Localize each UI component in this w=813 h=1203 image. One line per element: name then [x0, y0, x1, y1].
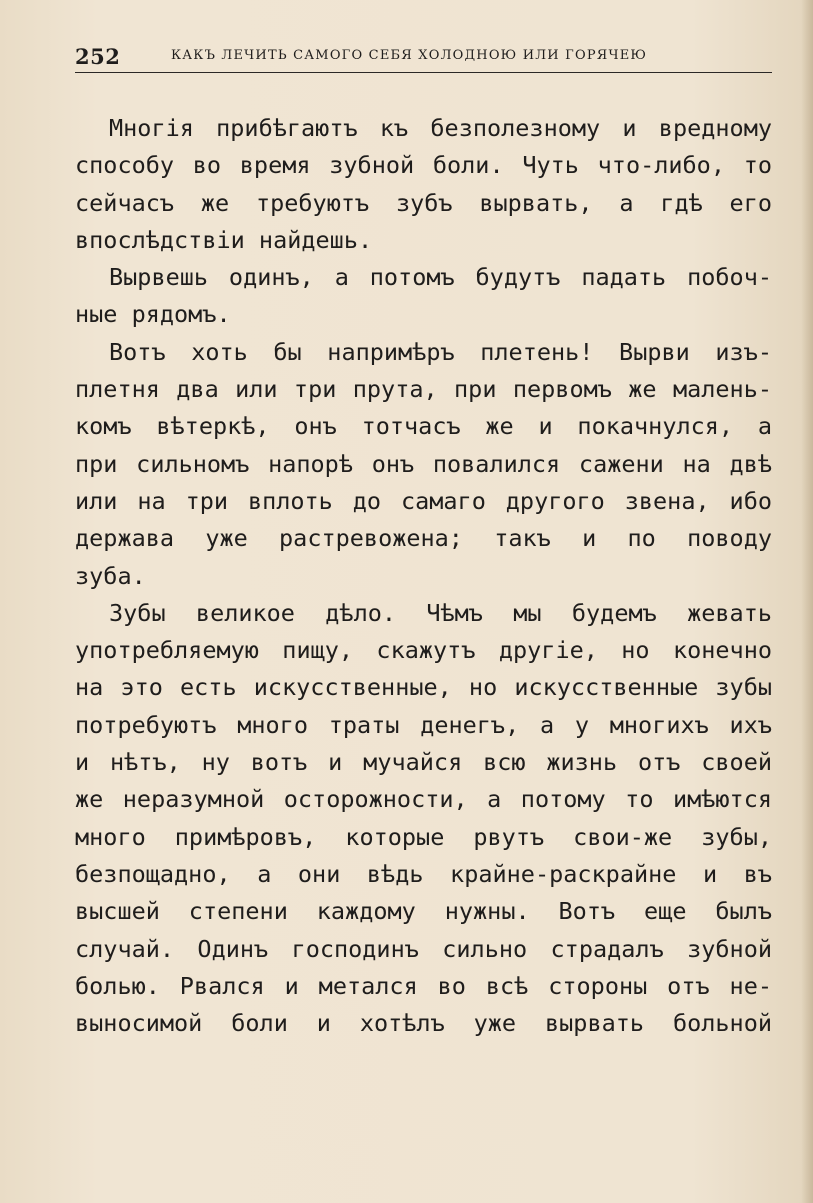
text-line: Многія прибѣгаютъ къ безполезному и вредному: [109, 114, 772, 142]
text-line: болью. Рвался и метался во всѣ стороны отъ не-: [75, 971, 772, 1000]
text-line: на это есть искусственные, но искусственные зубы: [75, 673, 772, 702]
page-number: 252: [75, 44, 121, 69]
text-line: случай. Одинъ господинъ сильно страдалъ зубной: [75, 934, 772, 963]
text-line: потребуютъ много траты денегъ, а у многихъ ихъ: [75, 710, 772, 739]
text-line: много примѣровъ, которые рвутъ свои-же зубы,: [75, 822, 772, 851]
text-line: употребляемую пищу, скажутъ другіе, но конечно: [75, 636, 772, 665]
text-line: выносимой боли и хотѣлъ уже вырвать больной: [75, 1009, 772, 1038]
text-line: держава уже растревожена; такъ и по поводу: [75, 524, 772, 553]
text-line: или на три вплоть до самаго другого звена, ибо: [75, 486, 772, 515]
text-line: Вырвешь одинъ, а потомъ будутъ падать побоч-: [109, 263, 772, 292]
text-line: впослѣдствіи найдешь.: [75, 225, 373, 254]
text-line: ные рядомъ.: [75, 300, 231, 329]
text-line: при сильномъ напорѣ онъ повалился сажени на двѣ: [75, 449, 772, 478]
text-line: способу во время зубной боли. Чуть что-либо, то: [75, 151, 772, 180]
page-header: [75, 38, 772, 73]
running-head: КАКЪ ЛЕЧИТЬ САМОГО СЕБЯ ХОЛОДНОЮ ИЛИ ГОРЯЧЕЮ: [171, 48, 648, 63]
text-line: сейчасъ же требуютъ зубъ вырвать, а гдѣ его: [75, 188, 772, 217]
text-line: же неразумной осторожности, а потому то имѣются: [75, 785, 772, 814]
text-line: зуба.: [75, 561, 146, 590]
text-line: Вотъ хоть бы напримѣръ плетень! Вырви изъ-: [109, 337, 772, 366]
text-line: безпощадно, а они вѣдь крайне-раскрайне и въ: [75, 859, 772, 888]
text-line: Зубы великое дѣло. Чѣмъ мы будемъ жевать: [109, 598, 772, 627]
text-line: комъ вѣтеркѣ, онъ тотчасъ же и покачнулся, а: [75, 412, 772, 441]
page-edge-shadow: [801, 0, 813, 1203]
text-line: высшей степени каждому нужны. Вотъ еще былъ: [75, 897, 772, 926]
text-line: плетня два или три прута, при первомъ же малень-: [75, 375, 772, 404]
body-text: [75, 110, 772, 1042]
text-line: и нѣтъ, ну вотъ и мучайся всю жизнь отъ своей: [75, 748, 772, 777]
